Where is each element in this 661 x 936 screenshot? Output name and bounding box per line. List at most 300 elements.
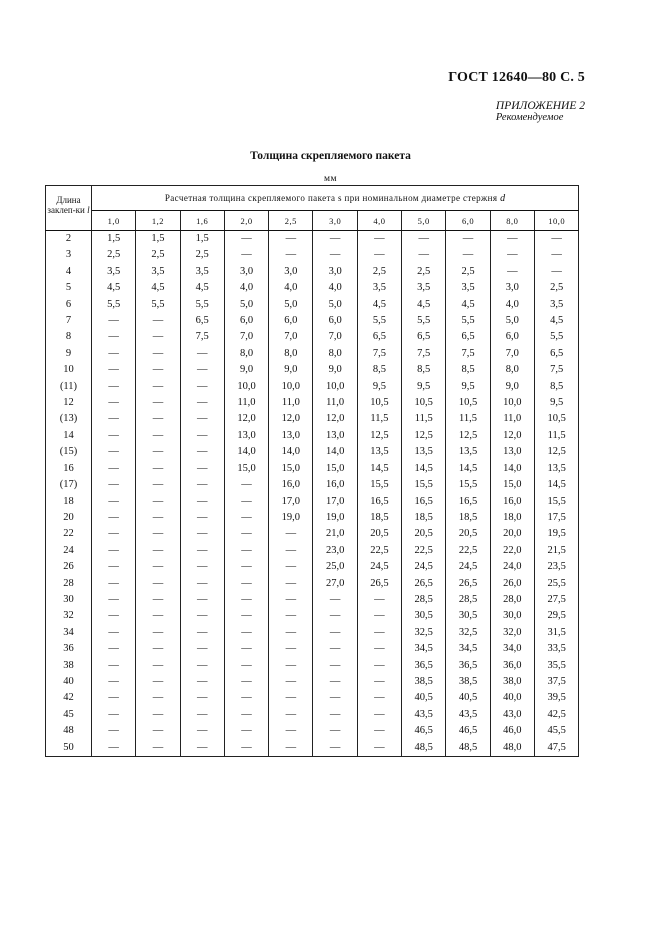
thickness-cell: 24,0 (490, 559, 534, 575)
thickness-cell: 10,5 (357, 395, 401, 411)
rivet-length-cell: 14 (46, 428, 92, 444)
diameter-header: 1,0 (92, 211, 136, 231)
rivet-length-cell: 45 (46, 707, 92, 723)
thickness-cell: 37,5 (534, 674, 578, 690)
table-row (46, 247, 579, 263)
thickness-cell: 10,0 (313, 379, 357, 395)
thickness-cell: 14,0 (490, 461, 534, 477)
thickness-cell: — (180, 494, 224, 510)
thickness-cell: 48,0 (490, 740, 534, 757)
unit-label: мм (323, 174, 338, 184)
thickness-cell: 27,5 (534, 592, 578, 608)
thickness-cell: 4,5 (180, 280, 224, 296)
thickness-cell: — (92, 526, 136, 542)
thickness-cell: 14,0 (313, 444, 357, 460)
thickness-cell: 7,5 (180, 329, 224, 345)
rivet-length-cell: 6 (46, 297, 92, 313)
thickness-cell: 11,0 (313, 395, 357, 411)
thickness-cell: 6,0 (490, 329, 534, 345)
thickness-cell: 9,5 (357, 379, 401, 395)
thickness-cell: 10,0 (490, 395, 534, 411)
thickness-cell: — (269, 559, 313, 575)
thickness-cell: 23,5 (534, 559, 578, 575)
thickness-cell: 4,5 (136, 280, 180, 296)
thickness-cell: 22,5 (402, 543, 446, 559)
thickness-cell: 4,5 (402, 297, 446, 313)
thickness-cell: — (224, 707, 268, 723)
thickness-cell: — (224, 559, 268, 575)
thickness-cell: 8,5 (534, 379, 578, 395)
thickness-cell: — (136, 411, 180, 427)
thickness-cell: 4,0 (269, 280, 313, 296)
thickness-cell: — (136, 477, 180, 493)
thickness-cell: — (136, 707, 180, 723)
thickness-cell: — (402, 247, 446, 263)
rivet-length-cell: 40 (46, 674, 92, 690)
thickness-cell: 18,5 (357, 510, 401, 526)
rivet-length-cell: (15) (46, 444, 92, 460)
thickness-cell: 48,5 (402, 740, 446, 757)
thickness-cell: 22,0 (490, 543, 534, 559)
thickness-cell: — (180, 690, 224, 706)
thickness-cell: 31,5 (534, 625, 578, 641)
thickness-cell: — (357, 740, 401, 757)
thickness-cell: — (180, 625, 224, 641)
thickness-cell: — (92, 543, 136, 559)
thickness-cell: 2,5 (357, 264, 401, 280)
thickness-cell: — (357, 690, 401, 706)
thickness-cell: 29,5 (534, 608, 578, 624)
appendix-status: Рекомендуемое (495, 112, 564, 123)
thickness-cell: 48,5 (446, 740, 490, 757)
thickness-cell: 32,0 (490, 625, 534, 641)
thickness-cell: — (136, 592, 180, 608)
thickness-cell: 3,0 (490, 280, 534, 296)
thickness-cell: — (136, 494, 180, 510)
table-row (46, 346, 579, 362)
thickness-cell: 5,5 (92, 297, 136, 313)
thickness-cell: — (224, 247, 268, 263)
rivet-length-cell: 24 (46, 543, 92, 559)
table-row (46, 297, 579, 313)
thickness-cell: — (180, 674, 224, 690)
diameter-header: 2,5 (269, 211, 313, 231)
thickness-cell: 10,5 (402, 395, 446, 411)
thickness-cell: 4,5 (357, 297, 401, 313)
thickness-cell: — (136, 740, 180, 757)
thickness-cell: 7,5 (534, 362, 578, 378)
rivet-length-cell: 8 (46, 329, 92, 345)
thickness-cell: — (446, 231, 490, 248)
thickness-cell: — (92, 740, 136, 757)
thickness-cell: 11,0 (269, 395, 313, 411)
thickness-cell: 40,0 (490, 690, 534, 706)
thickness-cell: 17,0 (269, 494, 313, 510)
thickness-cell: 4,5 (534, 313, 578, 329)
thickness-cell: 36,0 (490, 658, 534, 674)
thickness-cell: 34,5 (402, 641, 446, 657)
thickness-cell: 40,5 (446, 690, 490, 706)
thickness-cell: 5,5 (446, 313, 490, 329)
thickness-cell: — (92, 494, 136, 510)
thickness-cell: — (92, 608, 136, 624)
thickness-cell: — (224, 526, 268, 542)
thickness-cell: 15,0 (490, 477, 534, 493)
thickness-cell: 18,5 (446, 510, 490, 526)
thickness-cell: 16,0 (490, 494, 534, 510)
table-row (46, 379, 579, 395)
thickness-cell: — (269, 592, 313, 608)
thickness-cell: 14,5 (534, 477, 578, 493)
thickness-cell: — (357, 231, 401, 248)
thickness-cell: 7,0 (313, 329, 357, 345)
thickness-cell: — (224, 625, 268, 641)
thickness-cell: — (92, 444, 136, 460)
table-row (46, 740, 579, 757)
thickness-cell: 9,5 (534, 395, 578, 411)
thickness-cell: — (313, 658, 357, 674)
thickness-cell: — (92, 477, 136, 493)
diameter-header: 6,0 (446, 211, 490, 231)
thickness-cell: — (92, 592, 136, 608)
table-row (46, 264, 579, 280)
thickness-cell: — (92, 428, 136, 444)
thickness-cell: — (136, 658, 180, 674)
row-header-prefix: Длина заклеп-ки (47, 195, 85, 215)
thickness-cell: 10,0 (269, 379, 313, 395)
thickness-cell: 15,5 (446, 477, 490, 493)
table-row (46, 329, 579, 345)
thickness-cell: 15,0 (313, 461, 357, 477)
thickness-cell: — (224, 543, 268, 559)
diameter-header: 4,0 (357, 211, 401, 231)
thickness-cell: 11,5 (534, 428, 578, 444)
rivet-length-cell: 5 (46, 280, 92, 296)
thickness-cell: 36,5 (402, 658, 446, 674)
rivet-length-cell: 38 (46, 658, 92, 674)
table-row (46, 658, 579, 674)
rivet-length-cell: 34 (46, 625, 92, 641)
thickness-cell: 33,5 (534, 641, 578, 657)
thickness-cell: 3,0 (224, 264, 268, 280)
rivet-length-cell: 36 (46, 641, 92, 657)
thickness-cell: — (313, 723, 357, 739)
thickness-cell: 6,0 (224, 313, 268, 329)
thickness-cell: 43,5 (446, 707, 490, 723)
thickness-cell: 18,0 (490, 510, 534, 526)
thickness-cell: — (402, 231, 446, 248)
thickness-cell: — (92, 625, 136, 641)
thickness-cell: 17,0 (313, 494, 357, 510)
thickness-cell: 4,0 (224, 280, 268, 296)
thickness-cell: 24,5 (446, 559, 490, 575)
thickness-cell: — (92, 346, 136, 362)
thickness-cell: — (180, 461, 224, 477)
thickness-cell: 13,0 (224, 428, 268, 444)
thickness-cell: 17,5 (534, 510, 578, 526)
thickness-cell: 8,0 (490, 362, 534, 378)
thickness-cell: 2,5 (402, 264, 446, 280)
table-row (46, 494, 579, 510)
thickness-cell: 9,5 (446, 379, 490, 395)
thickness-cell: — (180, 641, 224, 657)
thickness-cell: — (313, 641, 357, 657)
thickness-cell: 34,5 (446, 641, 490, 657)
table-row (46, 428, 579, 444)
thickness-cell: 3,5 (357, 280, 401, 296)
thickness-cell: — (180, 510, 224, 526)
thickness-cell: — (180, 740, 224, 757)
thickness-cell: — (313, 592, 357, 608)
diameter-header: 10,0 (534, 211, 578, 231)
rivet-length-cell: 32 (46, 608, 92, 624)
diameter-header: 3,0 (313, 211, 357, 231)
thickness-cell: 3,5 (92, 264, 136, 280)
thickness-cell: 46,0 (490, 723, 534, 739)
thickness-cell: 24,5 (357, 559, 401, 575)
table-body (46, 231, 579, 757)
thickness-cell: 16,5 (402, 494, 446, 510)
thickness-cell: — (357, 707, 401, 723)
rivet-length-cell: 50 (46, 740, 92, 757)
thickness-cell: 3,5 (180, 264, 224, 280)
rivet-length-cell: 4 (46, 264, 92, 280)
rivet-length-cell: 26 (46, 559, 92, 575)
table-row (46, 674, 579, 690)
thickness-cell: — (180, 543, 224, 559)
table-row (46, 625, 579, 641)
thickness-cell: — (92, 707, 136, 723)
thickness-cell: 35,5 (534, 658, 578, 674)
thickness-cell: 2,5 (136, 247, 180, 263)
thickness-cell: — (224, 510, 268, 526)
thickness-cell: 3,5 (402, 280, 446, 296)
thickness-cell: 6,5 (402, 329, 446, 345)
thickness-cell: — (269, 526, 313, 542)
thickness-cell: — (269, 674, 313, 690)
thickness-cell: 8,5 (357, 362, 401, 378)
thickness-cell: 12,0 (313, 411, 357, 427)
thickness-cell: 19,0 (313, 510, 357, 526)
thickness-cell: — (490, 264, 534, 280)
thickness-cell: 16,0 (269, 477, 313, 493)
thickness-cell: — (92, 576, 136, 592)
thickness-cell: 13,5 (357, 444, 401, 460)
rivet-length-cell: 7 (46, 313, 92, 329)
thickness-cell: — (136, 346, 180, 362)
thickness-cell: 7,5 (446, 346, 490, 362)
rivet-length-cell: 42 (46, 690, 92, 706)
thickness-cell: — (269, 231, 313, 248)
thickness-cell: 2,5 (92, 247, 136, 263)
thickness-cell: — (136, 690, 180, 706)
thickness-cell: 15,0 (224, 461, 268, 477)
row-header-length (46, 186, 92, 231)
thickness-cell: 38,5 (402, 674, 446, 690)
thickness-cell: — (180, 723, 224, 739)
thickness-cell: — (269, 641, 313, 657)
thickness-cell: — (534, 247, 578, 263)
table-row (46, 707, 579, 723)
thickness-cell: — (180, 608, 224, 624)
thickness-cell: 10,5 (534, 411, 578, 427)
thickness-cell: 16,0 (313, 477, 357, 493)
thickness-cell: — (180, 379, 224, 395)
thickness-cell: 2,5 (446, 264, 490, 280)
thickness-cell: — (313, 231, 357, 248)
thickness-cell: 15,5 (402, 477, 446, 493)
thickness-cell: 40,5 (402, 690, 446, 706)
thickness-cell: 12,0 (224, 411, 268, 427)
thickness-cell: — (490, 231, 534, 248)
thickness-cell: 2,5 (534, 280, 578, 296)
rivet-length-cell: (11) (46, 379, 92, 395)
thickness-cell: 3,5 (534, 297, 578, 313)
thickness-cell: 21,0 (313, 526, 357, 542)
thickness-cell: 4,0 (313, 280, 357, 296)
thickness-cell: 5,5 (534, 329, 578, 345)
thickness-cell: — (224, 690, 268, 706)
thickness-cell: — (534, 264, 578, 280)
thickness-cell: 27,0 (313, 576, 357, 592)
thickness-cell: 8,0 (224, 346, 268, 362)
thickness-cell: — (136, 362, 180, 378)
thickness-cell: 26,5 (402, 576, 446, 592)
thickness-cell: — (136, 641, 180, 657)
thickness-cell: — (269, 608, 313, 624)
thickness-cell: 15,5 (534, 494, 578, 510)
thickness-cell: 4,0 (490, 297, 534, 313)
thickness-cell: 14,0 (224, 444, 268, 460)
thickness-cell: — (224, 592, 268, 608)
thickness-cell: — (269, 690, 313, 706)
thickness-cell: — (224, 674, 268, 690)
thickness-cell: 26,5 (357, 576, 401, 592)
thickness-cell: — (136, 723, 180, 739)
thickness-cell: 39,5 (534, 690, 578, 706)
thickness-cell: 5,0 (269, 297, 313, 313)
thickness-cell: — (92, 674, 136, 690)
thickness-cell: — (136, 428, 180, 444)
rivet-length-cell: (13) (46, 411, 92, 427)
table-row (46, 576, 579, 592)
thickness-cell: 22,5 (446, 543, 490, 559)
thickness-cell: — (92, 658, 136, 674)
thickness-cell: 9,5 (402, 379, 446, 395)
thickness-cell: — (357, 247, 401, 263)
thickness-cell: 23,0 (313, 543, 357, 559)
thickness-cell: 20,0 (490, 526, 534, 542)
thickness-cell: — (224, 576, 268, 592)
thickness-cell: 30,0 (490, 608, 534, 624)
thickness-cell: 24,5 (402, 559, 446, 575)
thickness-cell: — (136, 559, 180, 575)
table-row (46, 543, 579, 559)
table-row (46, 231, 579, 248)
thickness-cell: — (180, 444, 224, 460)
thickness-cell: 6,5 (357, 329, 401, 345)
thickness-cell: — (269, 723, 313, 739)
thickness-cell: — (269, 658, 313, 674)
appendix-label: ПРИЛОЖЕНИЕ 2 (495, 100, 585, 112)
thickness-cell: 8,5 (446, 362, 490, 378)
thickness-cell: 19,0 (269, 510, 313, 526)
table-row (46, 444, 579, 460)
thickness-cell: — (313, 690, 357, 706)
thickness-cell: — (313, 674, 357, 690)
thickness-cell: — (136, 444, 180, 460)
caption-var: d (500, 192, 506, 204)
table-row (46, 461, 579, 477)
thickness-cell: — (224, 658, 268, 674)
thickness-cell: — (224, 723, 268, 739)
rivet-length-cell: 10 (46, 362, 92, 378)
thickness-cell: 6,0 (313, 313, 357, 329)
rivet-length-cell: 9 (46, 346, 92, 362)
thickness-cell: 7,0 (224, 329, 268, 345)
thickness-cell: — (357, 658, 401, 674)
thickness-cell: — (357, 592, 401, 608)
thickness-cell: 21,5 (534, 543, 578, 559)
diameter-header: 1,2 (136, 211, 180, 231)
thickness-cell: 14,0 (269, 444, 313, 460)
rivet-length-cell: 3 (46, 247, 92, 263)
thickness-cell: — (136, 395, 180, 411)
thickness-cell: 46,5 (402, 723, 446, 739)
thickness-cell: 14,5 (402, 461, 446, 477)
table-row (46, 526, 579, 542)
thickness-cell: — (180, 428, 224, 444)
thickness-cell: 43,0 (490, 707, 534, 723)
thickness-cell: 11,5 (357, 411, 401, 427)
thickness-cell: — (357, 674, 401, 690)
thickness-cell: 10,0 (224, 379, 268, 395)
thickness-cell: — (136, 379, 180, 395)
thickness-cell: — (180, 576, 224, 592)
thickness-cell: — (357, 625, 401, 641)
table-row (46, 510, 579, 526)
thickness-cell: 16,5 (357, 494, 401, 510)
rivet-length-cell: 48 (46, 723, 92, 739)
thickness-cell: 13,5 (446, 444, 490, 460)
table-title: Толщина скрепляемого пакета (250, 150, 411, 162)
thickness-cell: 30,5 (402, 608, 446, 624)
thickness-cell: 7,0 (269, 329, 313, 345)
thickness-cell: 14,5 (357, 461, 401, 477)
thickness-cell: — (136, 674, 180, 690)
thickness-cell: 6,0 (269, 313, 313, 329)
thickness-cell: 28,5 (446, 592, 490, 608)
thickness-cell: — (313, 740, 357, 757)
thickness-cell: 2,5 (180, 247, 224, 263)
thickness-cell: — (136, 576, 180, 592)
thickness-cell: 12,5 (446, 428, 490, 444)
thickness-cell: — (269, 707, 313, 723)
rivet-length-cell: 16 (46, 461, 92, 477)
table-row (46, 592, 579, 608)
diameter-header: 8,0 (490, 211, 534, 231)
rivet-length-cell: 2 (46, 231, 92, 248)
thickness-cell: — (180, 477, 224, 493)
thickness-cell: — (224, 231, 268, 248)
thickness-cell: 3,0 (269, 264, 313, 280)
thickness-cell: — (357, 608, 401, 624)
thickness-cell: 13,0 (313, 428, 357, 444)
thickness-cell: — (92, 329, 136, 345)
thickness-cell: 1,5 (180, 231, 224, 248)
thickness-cell: — (92, 395, 136, 411)
thickness-cell: 4,5 (446, 297, 490, 313)
